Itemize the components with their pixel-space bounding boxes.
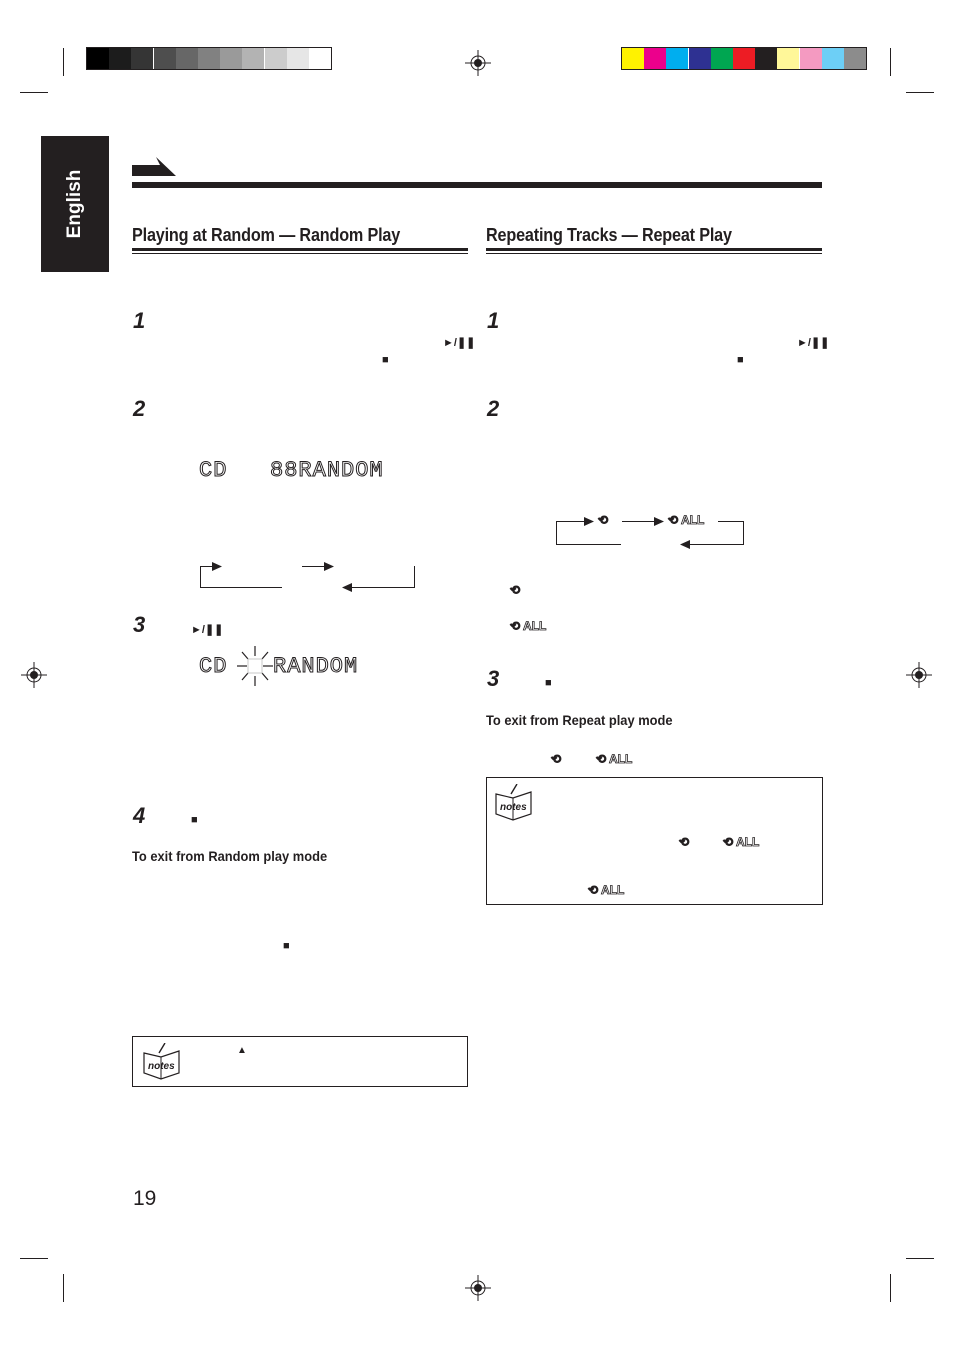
exit-random-heading: To exit from Random play mode [132, 848, 328, 864]
crop-mark [63, 1274, 64, 1302]
flow-diagram-repeat [556, 512, 748, 548]
registration-mark-top [465, 50, 491, 76]
step-number: 1 [487, 308, 500, 333]
grayscale-swatch [109, 48, 131, 69]
lcd-display-random: CD 88RANDOM [199, 458, 384, 483]
notes-icon [141, 1043, 183, 1081]
grayscale-swatch [198, 48, 220, 69]
flashing-indicator-icon [235, 644, 275, 688]
crop-mark [906, 92, 934, 93]
color-swatch [755, 48, 777, 69]
grayscale-swatch [309, 48, 331, 69]
eject-icon: ▲ [237, 1045, 247, 1056]
step-number: 1 [133, 308, 146, 333]
stop-icon: ■ [191, 814, 198, 826]
stop-icon: ■ [283, 940, 290, 952]
repeat-all-icon: ⟲ ALL [588, 883, 625, 897]
header-arrow-icon [132, 157, 178, 179]
color-swatch [844, 48, 866, 69]
step-number: 2 [487, 396, 500, 421]
grayscale-swatch [220, 48, 242, 69]
registration-mark-left [21, 662, 47, 688]
notes-icon-label: notes [148, 1061, 175, 1072]
play-pause-icon: ►/❚❚ [797, 337, 830, 349]
color-swatch [644, 48, 666, 69]
repeat-one-icon: ⟲ [510, 583, 521, 597]
lcd-random-label: RANDOM [273, 654, 359, 679]
header-rule [132, 182, 822, 188]
grayscale-swatch [131, 48, 153, 69]
language-tab-label: English [64, 169, 85, 239]
flow-diagram-random [200, 560, 420, 594]
lcd-cd-label: CD [199, 654, 228, 679]
color-swatch [822, 48, 844, 69]
repeat-one-icon: ⟲ [551, 752, 562, 766]
crop-mark [20, 1258, 48, 1259]
section-title-rule [486, 253, 822, 254]
section-title-random-play: Playing at Random — Random Play [132, 225, 401, 245]
crop-mark [63, 48, 64, 76]
crop-mark [906, 1258, 934, 1259]
grayscale-swatch [265, 48, 287, 69]
stop-icon: ■ [382, 354, 389, 366]
repeat-one-icon: ⟲ [598, 513, 609, 527]
section-title-repeat-play: Repeating Tracks — Repeat Play [486, 225, 732, 245]
step-number: 3 [133, 612, 146, 637]
language-tab [41, 136, 109, 272]
color-swatch [622, 48, 644, 69]
repeat-one-icon: ⟲ [679, 835, 690, 849]
grayscale-swatch [242, 48, 264, 69]
color-swatch [777, 48, 799, 69]
stop-icon: ■ [545, 677, 552, 689]
crop-mark [890, 48, 891, 76]
section-title-rule [132, 253, 468, 254]
color-swatch [733, 48, 755, 69]
color-swatch [666, 48, 688, 69]
grayscale-swatch [287, 48, 309, 69]
step-number: 2 [133, 396, 146, 421]
notes-icon [493, 784, 535, 822]
stop-icon: ■ [737, 354, 744, 366]
repeat-all-icon: ⟲ ALL [596, 752, 633, 766]
registration-mark-bottom [465, 1275, 491, 1301]
play-pause-icon: ►/❚❚ [191, 624, 224, 636]
color-swatch [800, 48, 822, 69]
repeat-all-icon: ⟲ ALL [723, 835, 760, 849]
color-swatch [689, 48, 711, 69]
step-number: 3 [487, 666, 500, 691]
grayscale-swatch [87, 48, 109, 69]
crop-mark [20, 92, 48, 93]
grayscale-swatch [154, 48, 176, 69]
grayscale-swatch [176, 48, 198, 69]
section-title-rule [486, 248, 822, 251]
page-number: 19 [133, 1187, 157, 1210]
step-number: 4 [133, 803, 146, 828]
lcd-display-random-playing [199, 644, 369, 688]
repeat-all-icon: ⟲ ALL [510, 619, 547, 633]
notes-box-left [132, 1036, 468, 1087]
repeat-all-icon: ⟲ ALL [668, 513, 705, 527]
notes-icon-label: notes [500, 802, 527, 813]
section-title-rule [132, 248, 468, 251]
registration-mark-right [906, 662, 932, 688]
color-swatch [711, 48, 733, 69]
exit-repeat-heading: To exit from Repeat play mode [486, 712, 673, 728]
crop-mark [890, 1274, 891, 1302]
play-pause-icon: ►/❚❚ [443, 337, 476, 349]
notes-box-right [486, 777, 823, 905]
